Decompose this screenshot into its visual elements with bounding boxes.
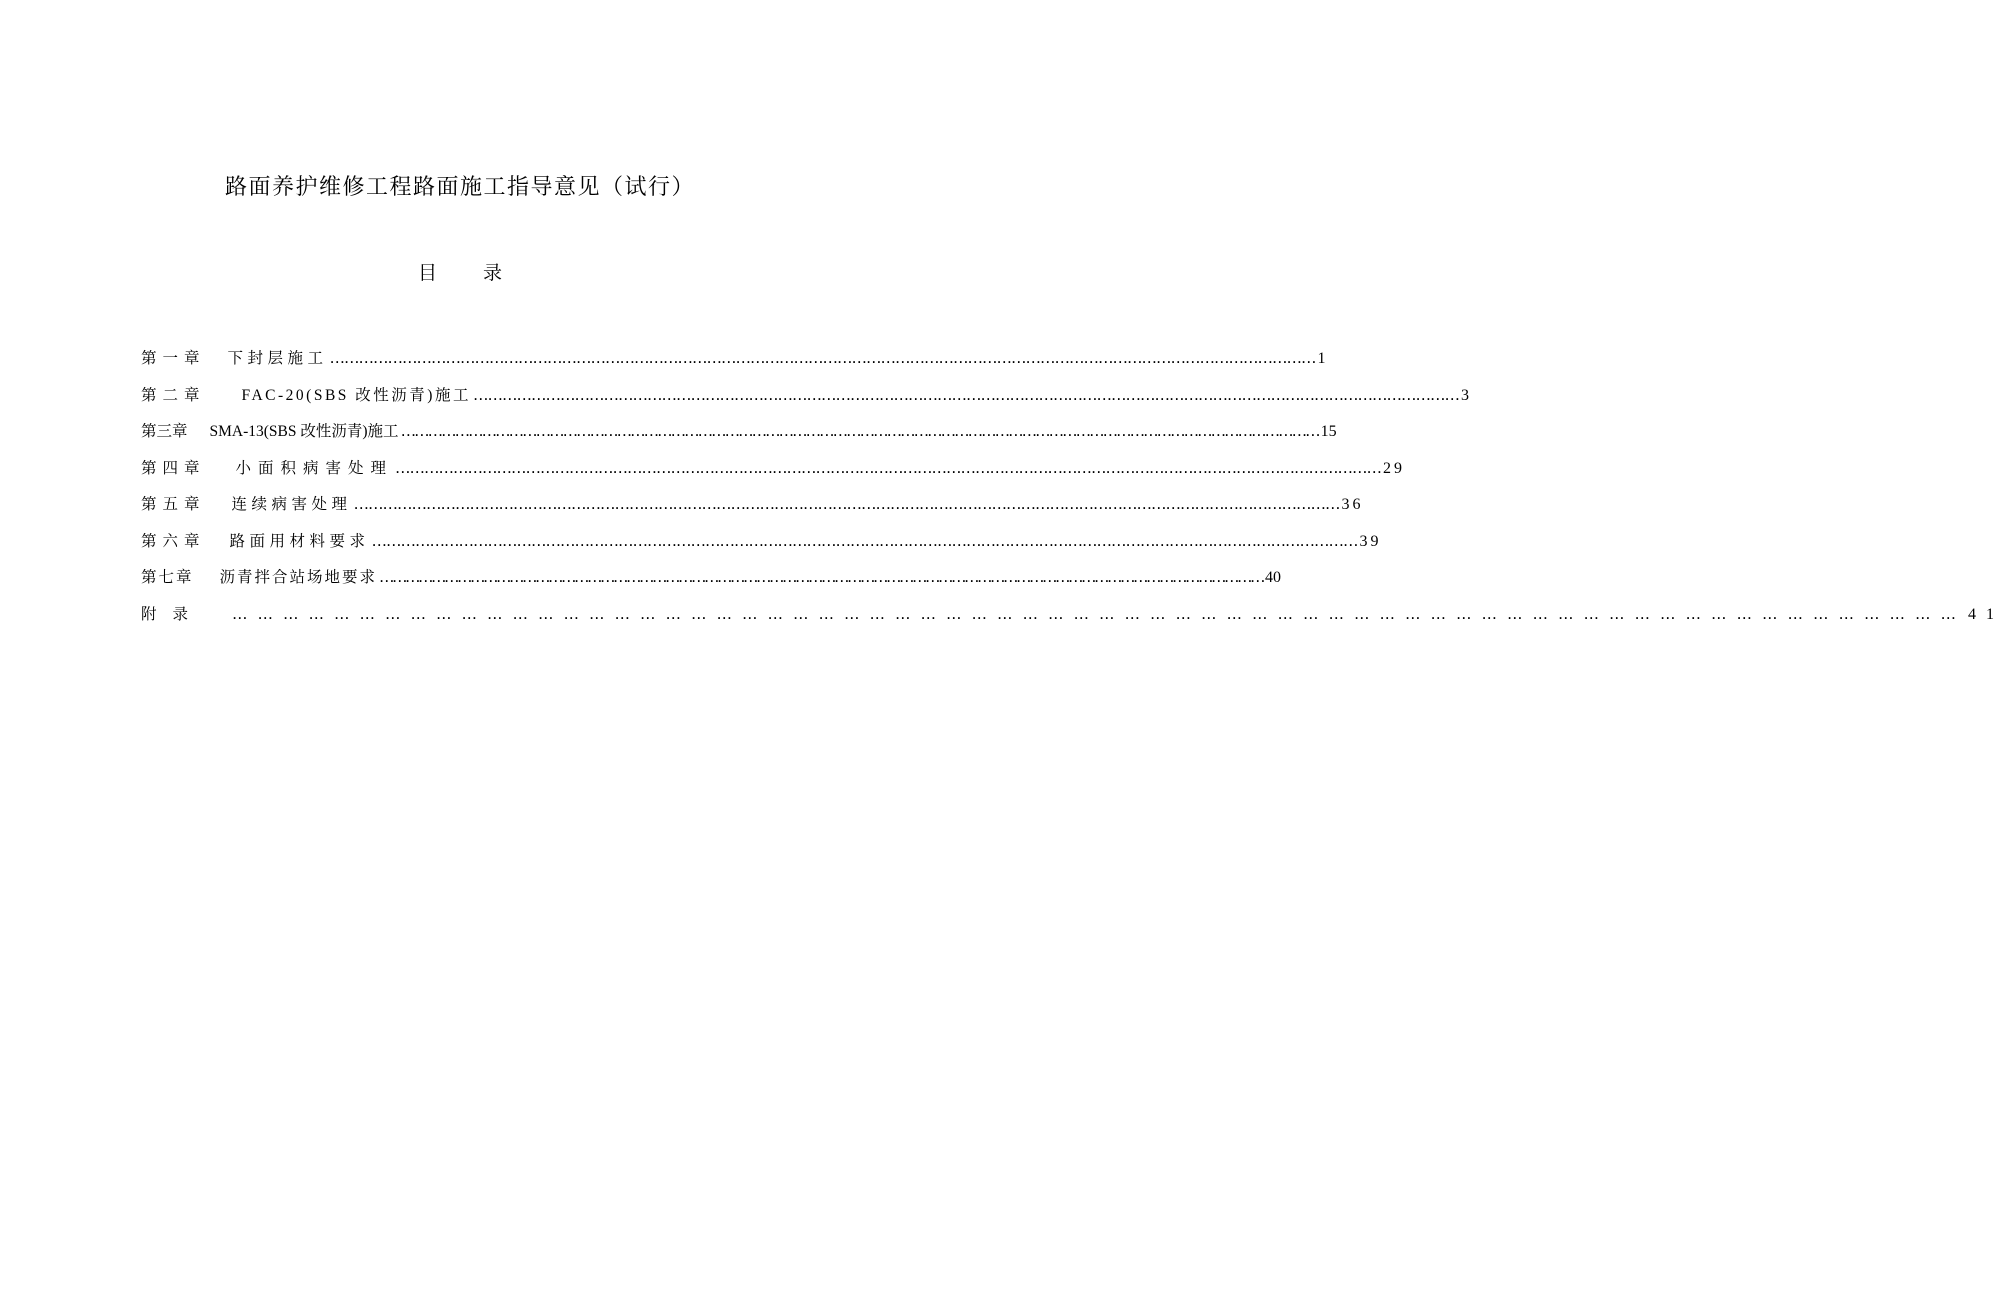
toc-chapter-title: 连续病害处理 — [231, 495, 352, 513]
toc-entry-chapter-2[interactable] — [141, 383, 1472, 420]
toc-appendix-label: 附录 — [141, 604, 205, 623]
toc-chapter-number: 第五章 — [141, 495, 206, 513]
toc-page-number: 40 — [1265, 569, 1282, 586]
toc-chapter-title: 下封层施工 — [227, 349, 328, 367]
toc-chapter-title: 路面用材料要求 — [229, 531, 370, 550]
toc-chapter-number: 第一章 — [141, 349, 206, 367]
toc-dot-leader — [379, 568, 1263, 586]
toc-entry-chapter-1[interactable] — [141, 346, 1329, 383]
toc-dot-leader — [473, 386, 1459, 404]
toc-chapter-number: 第三章 — [141, 422, 188, 440]
toc-chapter-title: 小面积病害处理 — [235, 458, 394, 477]
toc-dot-leader — [395, 459, 1381, 477]
toc-chapter-number: 第七章 — [141, 568, 194, 586]
toc-dot-leader — [372, 532, 1358, 550]
toc-heading: 目录 — [417, 262, 548, 284]
toc-page-number: 29 — [1383, 459, 1406, 477]
toc-dot-leader — [401, 422, 1319, 440]
toc-entry-chapter-7[interactable] — [141, 565, 1282, 602]
toc-dot-leader — [232, 605, 1966, 623]
document-title: 路面养护维修工程路面施工指导意见（试行） — [224, 175, 695, 200]
toc-chapter-number: 第六章 — [141, 531, 206, 550]
toc-page-number: 3 — [1460, 386, 1472, 404]
toc-entry-chapter-5[interactable] — [141, 492, 1364, 529]
toc-page-number: 36 — [1341, 496, 1364, 513]
toc-chapter-title: FAC-20(SBS 改性沥青)施工 — [241, 386, 471, 404]
toc-entry-appendix[interactable] — [141, 602, 2004, 639]
toc-page-number: 41 — [1968, 605, 2004, 623]
toc-dot-leader — [330, 349, 1316, 367]
toc-chapter-title: 沥青拌合站场地要求 — [219, 568, 378, 586]
toc-entry-chapter-4[interactable] — [141, 456, 1406, 493]
toc-page-number: 15 — [1320, 423, 1337, 440]
toc-chapter-title: SMA-13(SBS 改性沥青)施工 — [209, 423, 399, 440]
toc-entry-chapter-3[interactable] — [141, 419, 1337, 456]
toc-entry-chapter-6[interactable] — [141, 529, 1382, 566]
table-of-contents — [141, 346, 2004, 638]
toc-chapter-number: 第二章 — [141, 385, 206, 404]
toc-page-number: 39 — [1359, 532, 1382, 550]
toc-dot-leader — [354, 495, 1340, 513]
toc-chapter-number: 第四章 — [141, 458, 206, 477]
toc-page-number: 1 — [1317, 350, 1329, 367]
